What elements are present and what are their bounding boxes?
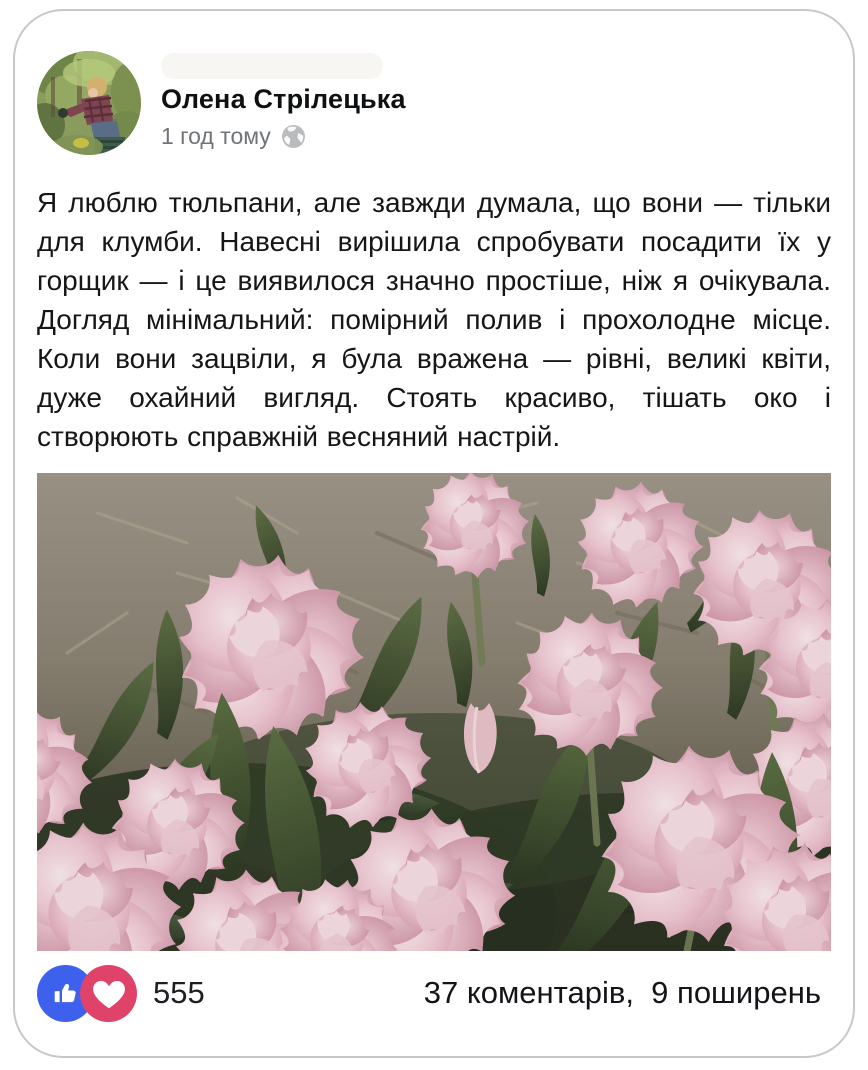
reaction-count[interactable]: 555 bbox=[153, 975, 205, 1010]
post-body-text: Я люблю тюльпани, але завжди думала, що вони — тільки для клумби. Навесні вирішила спробувати посадити їх у горщик — і це виявилося значно простіше, ніж я очікувала. Догляд мінімальний: помірний полив і прохолодне місце. Коли вони зацвіли, я була вражена — рівні, великі квіти, дуже охайний вигляд. Стоять красиво, тішать око і створюють справжній весняний настрій. bbox=[37, 187, 831, 452]
avatar[interactable] bbox=[37, 51, 141, 155]
post-photo[interactable] bbox=[37, 473, 831, 951]
timestamp[interactable]: 1 год тому bbox=[161, 123, 271, 149]
highlight-shape bbox=[161, 53, 383, 79]
globe-public-icon bbox=[281, 124, 306, 149]
post-header bbox=[37, 51, 831, 155]
reactions[interactable] bbox=[37, 965, 205, 1022]
heart-reaction-icon[interactable] bbox=[80, 965, 137, 1022]
post-footer bbox=[37, 964, 831, 1022]
tulips-photo bbox=[37, 473, 831, 951]
comments-shares-stats[interactable]: 37 коментарів, 9 поширень bbox=[423, 975, 821, 1010]
post-meta bbox=[161, 123, 406, 150]
author-name[interactable]: Олена Стрілецька bbox=[161, 84, 406, 114]
post-card bbox=[13, 9, 855, 1058]
avatar-image bbox=[37, 51, 141, 155]
header-text bbox=[161, 51, 406, 150]
